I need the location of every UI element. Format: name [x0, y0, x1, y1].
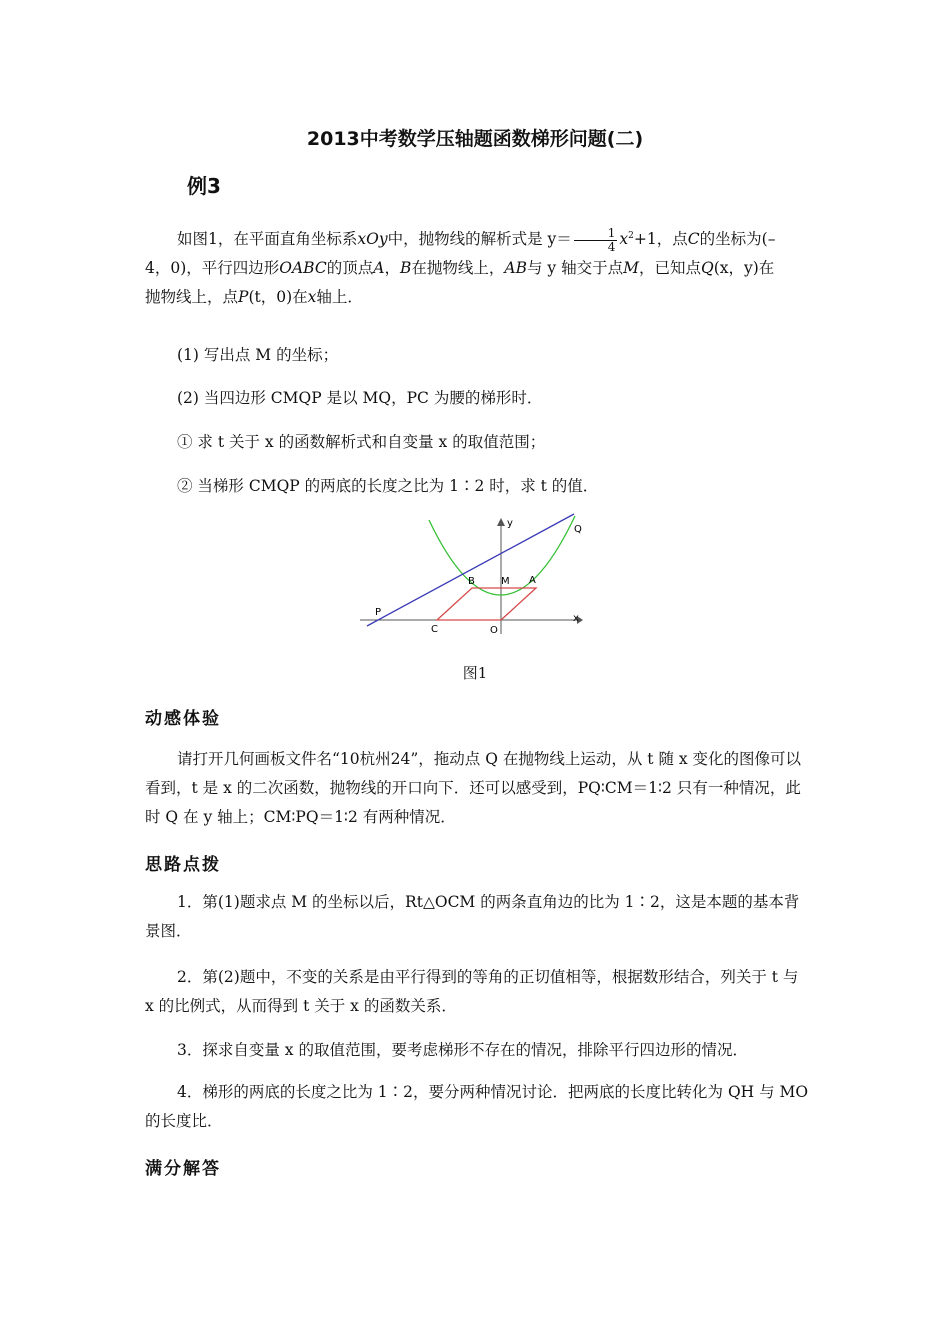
figure-caption: 图1 [462, 664, 488, 682]
hint-1: 1．第(1)题求点 M 的坐标以后，Rt△OCM 的两条直角边的比为 1∶2，这是本题的基本背景图． [145, 893, 800, 940]
hint-4: 4．梯形的两底的长度之比为 1∶2，要分两种情况讨论．把两底的长度比转化为 QH 与 MO 的长度比． [145, 1083, 809, 1130]
question-2b: ② 当梯形 CMQP 的两底的长度之比为 1∶2 时，求 t 的值． [177, 477, 599, 495]
experience-heading: 动感体验 [145, 709, 221, 729]
fraction: $\frac{1}{4}$ [574, 227, 618, 254]
example-label: 例3 [187, 174, 221, 198]
question-2a: ① 求 t 关于 x 的函数解析式和自变量 x 的取值范围； [177, 433, 546, 451]
label-y: y [507, 518, 513, 529]
label-x: x [573, 613, 579, 624]
label-c: C [431, 624, 438, 635]
question-1: (1) 写出点 M 的坐标； [177, 346, 339, 364]
label-p: P [375, 607, 382, 618]
label-q: Q [574, 524, 582, 535]
figure-1 [355, 512, 595, 640]
page-title: 2013中考数学压轴题函数梯形问题(二) [306, 128, 644, 150]
label-b: B [468, 576, 475, 587]
answer-heading: 满分解答 [145, 1159, 221, 1179]
y-axis-arrow [497, 518, 505, 526]
label-a: A [529, 575, 536, 586]
experience-text: 请打开几何画板文件名“10杭州24”，拖动点 Q 在抛物线上运动，从 t 随 x 变化的图像可以看到，t 是 x 的二次函数，抛物线的开口向下．还可以感受到，PQ∶CM＝1∶2 只有一种情况，此时 Q 在 y 轴上；CM∶PQ＝1∶2 有两种情况． [145, 750, 802, 826]
question-2: (2) 当四边形 CMQP 是以 MQ，PC 为腰的梯形时． [177, 389, 543, 407]
hint-2: 2．第(2)题中，不变的关系是由平行得到的等角的正切值相等，根据数形结合，列关于 t 与 x 的比例式，从而得到 t 关于 x 的函数关系． [145, 968, 799, 1015]
hints-heading: 思路点拨 [145, 855, 221, 875]
label-m: M [501, 576, 510, 587]
problem-statement: 如图1，在平面直角坐标系xOy中，抛物线的解析式是 y＝ $\frac{1}{4}$ $x^2+1$，点C的坐标为(– 4，0)，平行四边形OABC的顶点A，B在抛物线上，AB与 y 轴交于点M，已知点Q(x，y)在 抛物线上，点P(t，0)在x轴上． [145, 225, 776, 307]
hint-3: 3．探求自变量 x 的取值范围，要考虑梯形不存在的情况，排除平行四边形的情况． [177, 1041, 748, 1059]
label-o: O [490, 625, 498, 636]
